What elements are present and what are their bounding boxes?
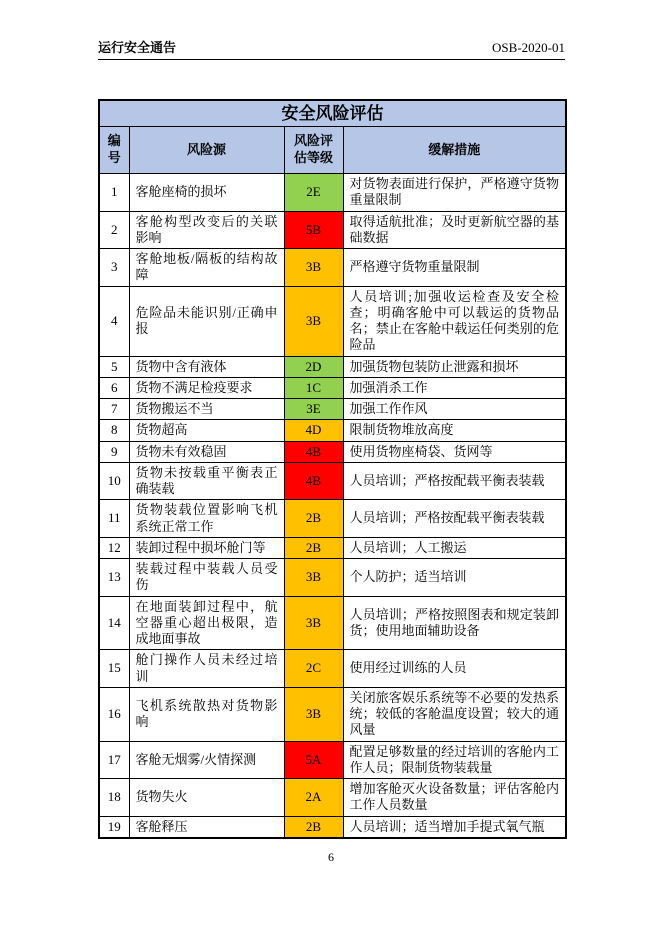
row-number-cell: 5 [99, 356, 129, 377]
table-row [99, 596, 566, 650]
risk-level-cell: 3B [284, 596, 343, 650]
mitigation-cell: 人员培训；适当增加手提式氧气瓶 [343, 816, 566, 838]
mitigation-cell: 人员培训；严格按配载平衡表装载 [343, 500, 566, 538]
mitigation-cell: 对货物表面进行保护，严格遵守货物重量限制 [343, 174, 566, 212]
risk-level-cell: 2A [284, 779, 343, 817]
risk-level-cell: 3B [284, 286, 343, 356]
col-header-number: 编号 [99, 127, 129, 174]
table-row [99, 174, 566, 212]
risk-level-cell: 3E [284, 399, 343, 420]
row-number-cell: 1 [99, 174, 129, 212]
mitigation-cell: 加强消杀工作 [343, 377, 566, 398]
table-row [99, 741, 566, 779]
col-header-risk-source: 风险源 [129, 127, 284, 174]
row-number-cell: 2 [99, 211, 129, 249]
risk-source-cell: 货物未有效稳固 [129, 441, 284, 462]
risk-source-cell: 客舱构型改变后的关联影响 [129, 211, 284, 249]
table-row [99, 650, 566, 688]
mitigation-cell: 加强货物包装防止泄露和损坏 [343, 356, 566, 377]
risk-level-cell: 1C [284, 377, 343, 398]
header-title: 运行安全通告 [98, 40, 177, 55]
mitigation-cell: 增加客舱灭火设备数量；评估客舱内工作人员数量 [343, 779, 566, 817]
row-number-cell: 9 [99, 441, 129, 462]
table-row [99, 687, 566, 741]
table-row [99, 779, 566, 817]
risk-level-cell: 4B [284, 462, 343, 500]
table-title-row [99, 100, 566, 127]
table-title: 安全风险评估 [99, 100, 566, 127]
mitigation-cell: 人员培训；人工搬运 [343, 537, 566, 558]
row-number-cell: 16 [99, 687, 129, 741]
row-number-cell: 7 [99, 399, 129, 420]
col-header-risk-level: 风险评估等级 [284, 127, 343, 174]
row-number-cell: 3 [99, 249, 129, 287]
risk-source-cell: 客舱座椅的损坏 [129, 174, 284, 212]
risk-assessment-table [98, 99, 567, 839]
risk-source-cell: 货物装载位置影响飞机系统正常工作 [129, 500, 284, 538]
table-row [99, 211, 566, 249]
mitigation-cell: 人员培训；严格按照图表和规定装卸货；使用地面辅助设备 [343, 596, 566, 650]
row-number-cell: 12 [99, 537, 129, 558]
risk-source-cell: 货物不满足检疫要求 [129, 377, 284, 398]
risk-level-cell: 3B [284, 687, 343, 741]
risk-level-cell: 5A [284, 741, 343, 779]
risk-level-cell: 2B [284, 537, 343, 558]
table-row [99, 356, 566, 377]
table-row [99, 559, 566, 597]
risk-source-cell: 装卸过程中损坏舱门等 [129, 537, 284, 558]
row-number-cell: 6 [99, 377, 129, 398]
risk-source-cell: 装载过程中装载人员受伤 [129, 559, 284, 597]
risk-level-cell: 2C [284, 650, 343, 688]
row-number-cell: 8 [99, 420, 129, 441]
mitigation-cell: 限制货物堆放高度 [343, 420, 566, 441]
mitigation-cell: 使用货物座椅袋、货网等 [343, 441, 566, 462]
risk-source-cell: 客舱释压 [129, 816, 284, 838]
risk-level-cell: 3B [284, 249, 343, 287]
risk-level-cell: 2B [284, 816, 343, 838]
risk-source-cell: 客舱无烟雾/火情探测 [129, 741, 284, 779]
mitigation-cell: 使用经过训练的人员 [343, 650, 566, 688]
mitigation-cell: 取得适航批准；及时更新航空器的基础数据 [343, 211, 566, 249]
mitigation-cell: 加强工作作风 [343, 399, 566, 420]
mitigation-cell: 个人防护；适当培训 [343, 559, 566, 597]
mitigation-cell: 严格遵守货物重量限制 [343, 249, 566, 287]
document-header [98, 37, 565, 60]
risk-source-cell: 飞机系统散热对货物影响 [129, 687, 284, 741]
table-row [99, 537, 566, 558]
risk-source-cell: 舱门操作人员未经过培训 [129, 650, 284, 688]
row-number-cell: 10 [99, 462, 129, 500]
table-row [99, 816, 566, 838]
table-row [99, 286, 566, 356]
risk-source-cell: 货物超高 [129, 420, 284, 441]
mitigation-cell: 配置足够数量的经过培训的客舱内工作人员；限制货物装载量 [343, 741, 566, 779]
risk-level-cell: 2E [284, 174, 343, 212]
row-number-cell: 13 [99, 559, 129, 597]
row-number-cell: 4 [99, 286, 129, 356]
mitigation-cell: 关闭旅客娱乐系统等不必要的发热系统；较低的客舱温度设置；较大的通风量 [343, 687, 566, 741]
risk-source-cell: 货物搬运不当 [129, 399, 284, 420]
table-row [99, 500, 566, 538]
risk-level-cell: 3B [284, 559, 343, 597]
table-row [99, 420, 566, 441]
mitigation-cell: 人员培训；严格按配载平衡表装载 [343, 462, 566, 500]
risk-level-cell: 5B [284, 211, 343, 249]
risk-source-cell: 危险品未能识别/正确申报 [129, 286, 284, 356]
mitigation-cell: 人员培训;加强收运检查及安全检查；明确客舱中可以载运的货物品名；禁止在客舱中载运任何类别的危险品 [343, 286, 566, 356]
row-number-cell: 11 [99, 500, 129, 538]
table-row [99, 377, 566, 398]
header-doc-number: OSB-2020-01 [492, 40, 565, 55]
col-header-mitigation: 缓解措施 [343, 127, 566, 174]
table-row [99, 462, 566, 500]
table-row [99, 399, 566, 420]
risk-level-cell: 4D [284, 420, 343, 441]
row-number-cell: 18 [99, 779, 129, 817]
risk-source-cell: 在地面装卸过程中，航空器重心超出极限，造成地面事故 [129, 596, 284, 650]
risk-source-cell: 客舱地板/隔板的结构故障 [129, 249, 284, 287]
table-row [99, 249, 566, 287]
risk-source-cell: 货物未按载重平衡表正确装载 [129, 462, 284, 500]
row-number-cell: 17 [99, 741, 129, 779]
risk-level-cell: 2D [284, 356, 343, 377]
table-header-row [99, 127, 566, 174]
risk-level-cell: 2B [284, 500, 343, 538]
risk-source-cell: 货物中含有液体 [129, 356, 284, 377]
risk-source-cell: 货物失火 [129, 779, 284, 817]
table-row [99, 441, 566, 462]
page-number: 6 [328, 850, 334, 864]
row-number-cell: 15 [99, 650, 129, 688]
row-number-cell: 19 [99, 816, 129, 838]
risk-level-cell: 4B [284, 441, 343, 462]
table-body [99, 174, 566, 838]
row-number-cell: 14 [99, 596, 129, 650]
